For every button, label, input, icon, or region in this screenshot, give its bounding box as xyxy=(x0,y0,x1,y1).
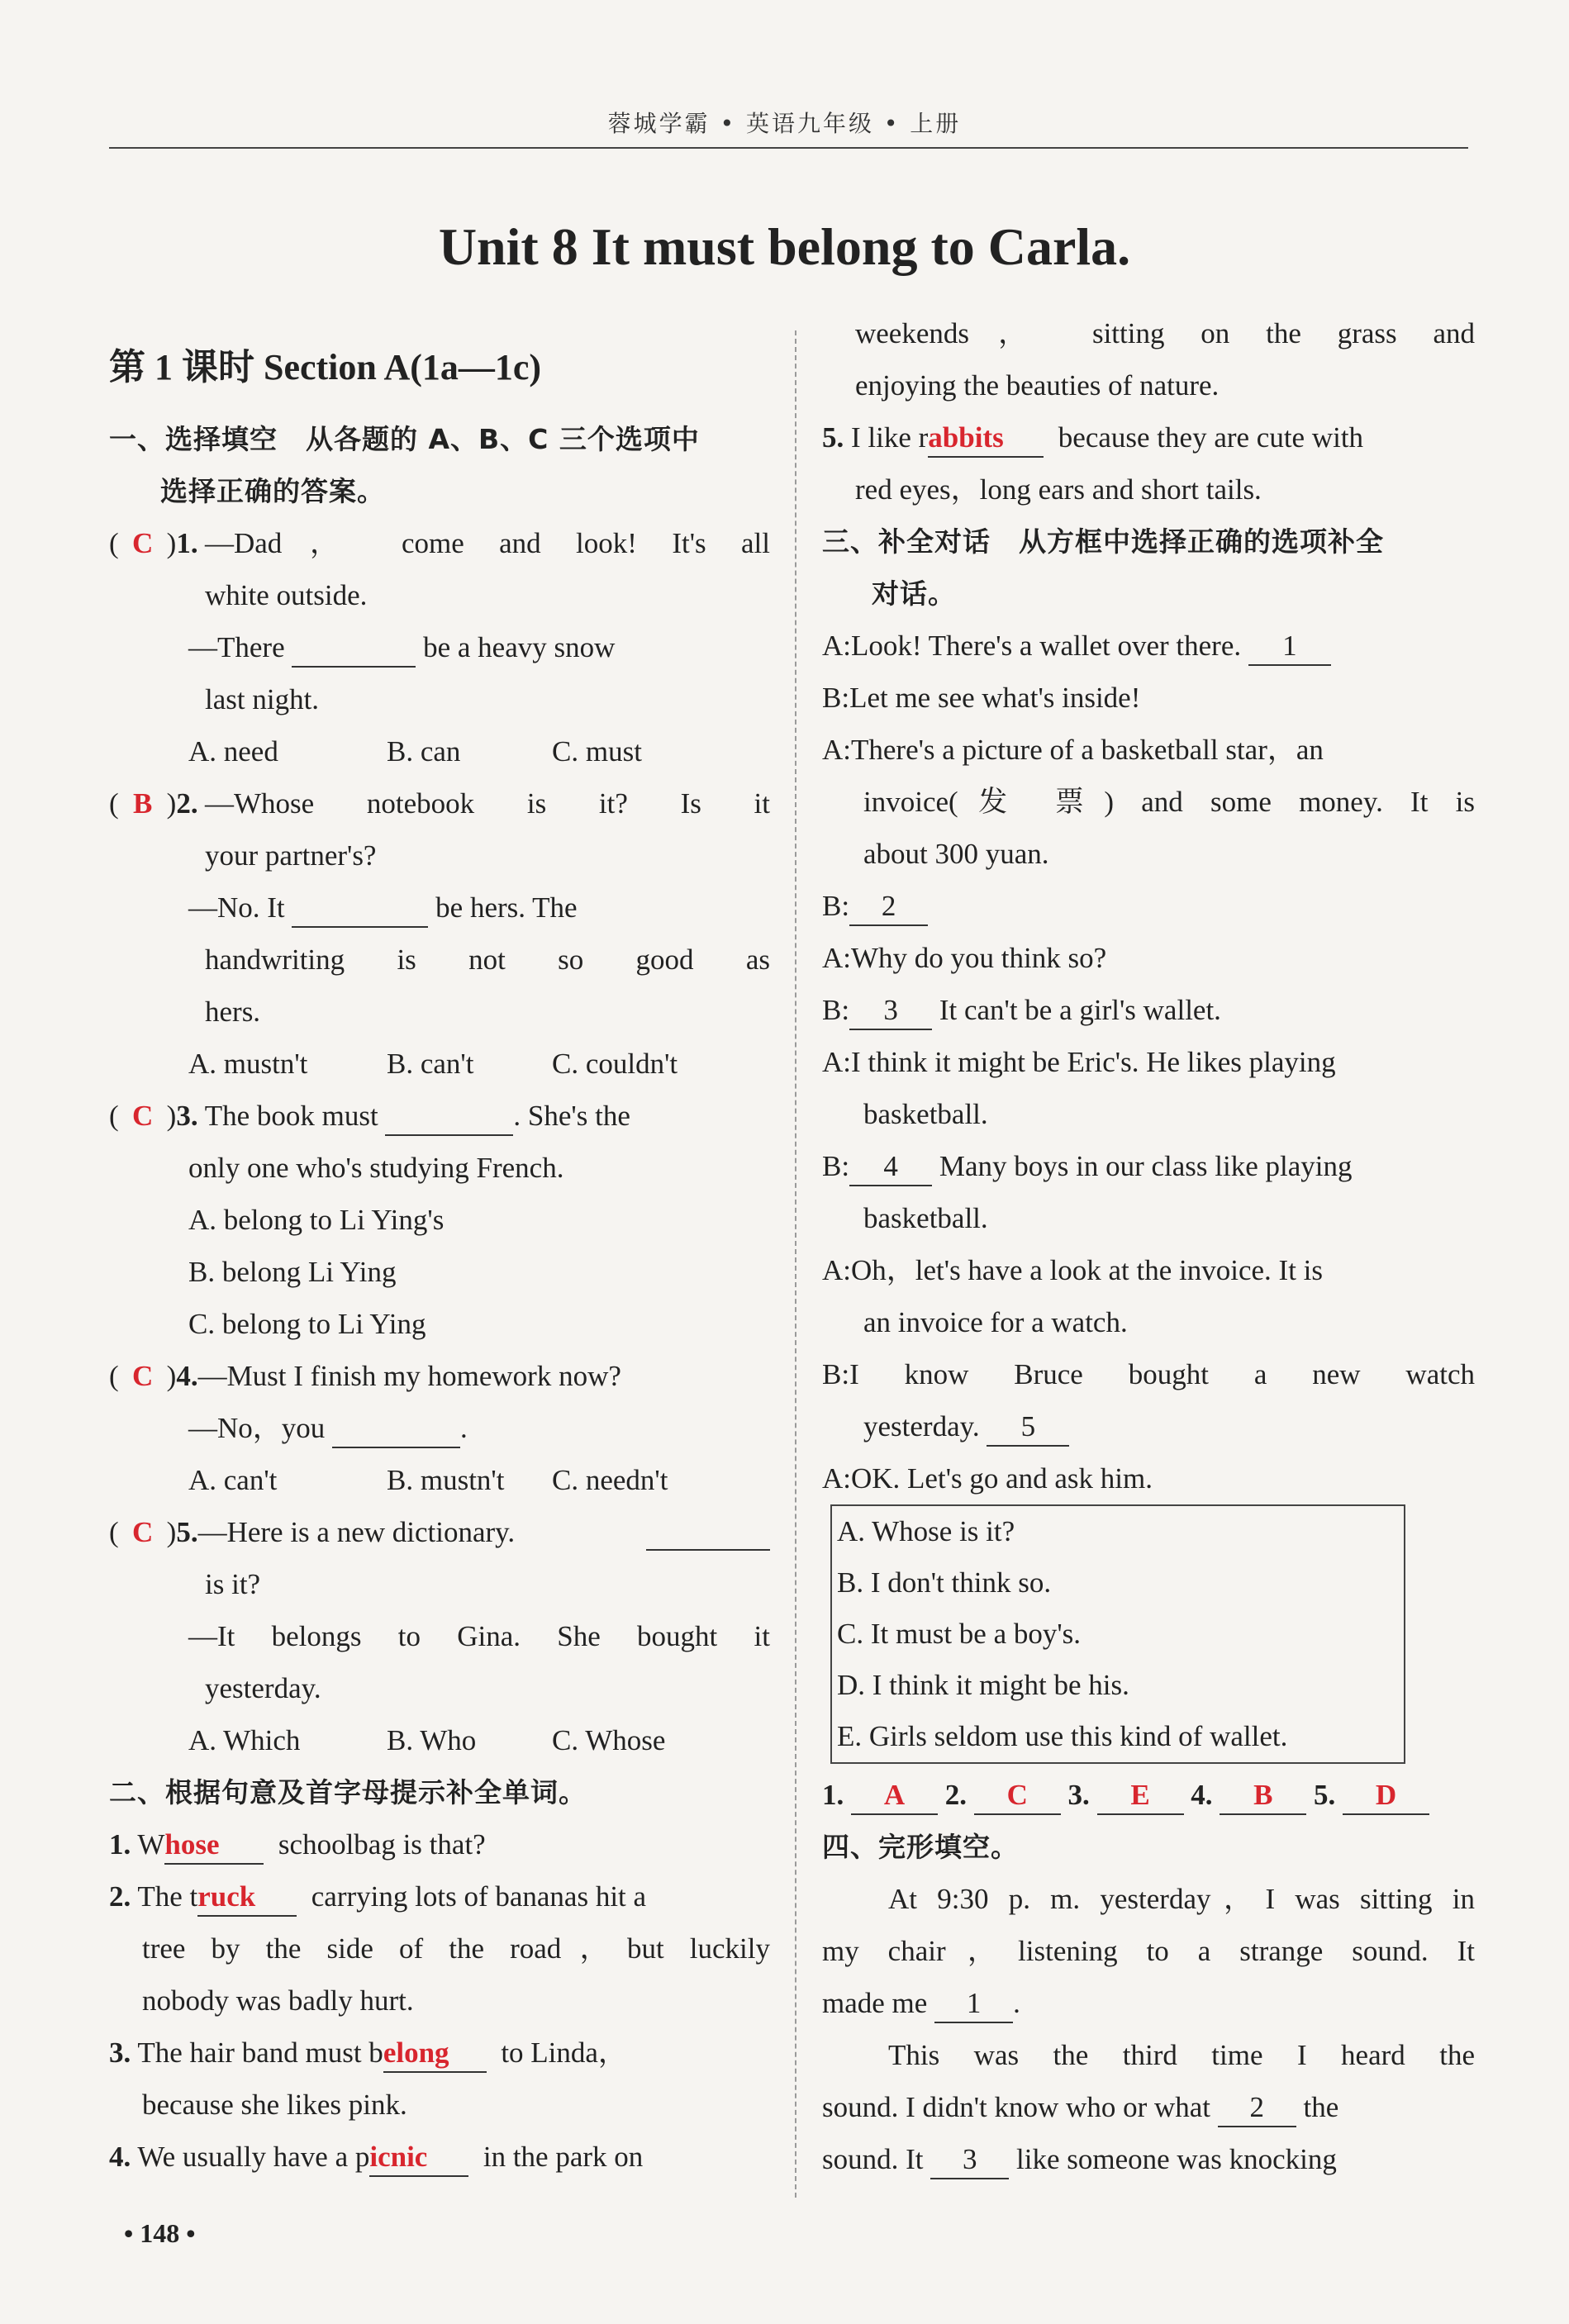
part2-heading: 二、根据句意及首字母提示补全单词。 xyxy=(109,1776,587,1808)
dialog-line-10: B:I know Bruce bought a new watch xyxy=(822,1358,1475,1390)
ans4-value: B xyxy=(1220,1777,1306,1815)
right-column xyxy=(822,307,1475,2185)
dialog-8-text: Many boys in our class like playing xyxy=(939,1150,1353,1182)
item5-number: 5. xyxy=(822,421,844,454)
column-divider xyxy=(795,330,796,2198)
part4-heading: 四、完形填空。 xyxy=(822,1831,1019,1863)
q4-option-c: C. needn't xyxy=(552,1464,668,1496)
item2-text-2: tree by the side of the road，but luckily xyxy=(142,1932,770,1965)
q2-reply-3: hers. xyxy=(205,996,261,1028)
item4-number: 4. xyxy=(109,2141,131,2173)
ans4-number: 4. xyxy=(1191,1779,1213,1811)
q2-text-2: your partner's? xyxy=(205,839,377,872)
cloze-5-text: sound. I didn't know who or what xyxy=(822,2091,1211,2123)
dialog-8-speaker: B: xyxy=(822,1150,850,1182)
left-column xyxy=(109,330,770,2183)
box-option-b: B. I don't think so. xyxy=(837,1566,1052,1599)
ans3-value: E xyxy=(1097,1777,1184,1815)
cloze-3-end: . xyxy=(1013,1987,1020,2019)
part3-answer-row xyxy=(822,1769,1475,1821)
part2-item-3 xyxy=(109,2027,770,2079)
ans3-number: 3. xyxy=(1067,1779,1090,1811)
dialog-line-11: A:OK. Let's go and ask him. xyxy=(822,1462,1153,1495)
unit-title: Unit 8 It must belong to Carla. xyxy=(438,217,1131,276)
q5-reply: —It belongs to Gina. She bought it xyxy=(188,1620,770,1652)
box-option-a: A. Whose is it? xyxy=(837,1515,1015,1547)
question-2: ( B )2. —Whose notebook is it? Is it xyxy=(109,777,770,829)
item3-number: 3. xyxy=(109,2036,131,2069)
item4-answer: icnic xyxy=(369,2139,468,2177)
dialog-blank-2: 2 xyxy=(849,888,928,926)
q5-option-a: A. Which xyxy=(188,1724,301,1756)
item1-answer: hose xyxy=(164,1827,264,1865)
q3-option-a: A. belong to Li Ying's xyxy=(188,1204,445,1236)
dialog-line-3c: about 300 yuan. xyxy=(863,838,1049,870)
q3-number: 3. xyxy=(176,1100,198,1132)
dialog-line-3b: invoice(发 票) and some money. It is xyxy=(863,786,1475,818)
q1-option-a: A. need xyxy=(188,735,278,768)
cloze-line-6 xyxy=(822,2133,1475,2185)
q1-reply-2: last night. xyxy=(205,683,320,715)
answer-q3: C xyxy=(132,1100,154,1132)
cloze-3-text: made me xyxy=(822,1987,928,2019)
dialog-10-text: yesterday. xyxy=(863,1410,980,1442)
q5-options xyxy=(109,1714,770,1766)
options-box xyxy=(830,1504,1405,1764)
q1-text-2: white outside. xyxy=(205,579,368,611)
item5-rest: because they are cute with xyxy=(1058,421,1364,454)
question-3: ( C )3. The book must . She's the xyxy=(109,1090,770,1142)
dialog-line-3: A:There's a picture of a basketball star，an xyxy=(822,734,1324,766)
dialog-line-2: B:Let me see what's inside! xyxy=(822,682,1141,714)
lesson-title: 第 1 课时 Section A(1a—1c) xyxy=(109,347,542,387)
dialog-line-7: A:I think it might be Eric's. He likes playing xyxy=(822,1046,1336,1078)
box-option-c: C. It must be a boy's. xyxy=(837,1618,1082,1650)
item3-text: The hair band must b xyxy=(137,2036,383,2069)
item3-rest: to Linda， xyxy=(501,2036,627,2069)
q2-reply-a: —No. It xyxy=(188,891,285,924)
q4-number: 4. xyxy=(176,1360,198,1392)
item1-rest: schoolbag is that? xyxy=(278,1828,486,1861)
answer-q1: C xyxy=(132,527,154,559)
q1-number: 1. xyxy=(176,527,198,559)
q2-number: 2. xyxy=(176,787,198,820)
page-number: • 148 • xyxy=(124,2218,196,2248)
dialog-line-4 xyxy=(822,880,1475,932)
part2-item-4 xyxy=(109,2131,770,2183)
part1-heading: 一、选择填空 从各题的 A、B、C 三个选项中 xyxy=(109,423,700,455)
dialog-line-5: A:Why do you think so? xyxy=(822,942,1107,974)
q2-reply-2: handwriting is not so good as xyxy=(205,943,770,976)
q1-reply-a: —There xyxy=(188,631,285,663)
ans5-value: D xyxy=(1343,1777,1429,1815)
cloze-blank-2: 2 xyxy=(1218,2089,1296,2127)
item4-rest: in the park on xyxy=(483,2141,644,2173)
question-4: ( C )4.—Must I finish my homework now? xyxy=(109,1350,770,1402)
q2-reply-b: be hers. The xyxy=(435,891,578,924)
q5-text-2: is it? xyxy=(205,1568,261,1600)
ans1-value: A xyxy=(851,1777,938,1815)
q1-text: —Dad， come and look! It's all xyxy=(205,527,770,559)
q2-text: —Whose notebook is it? Is it xyxy=(205,787,770,820)
q4-options xyxy=(109,1454,770,1506)
q4-option-b: B. mustn't xyxy=(387,1464,505,1496)
item5-text-2: red eyes，long ears and short tails. xyxy=(855,473,1262,506)
question-1: ( C )1. —Dad， come and look! It's all xyxy=(109,517,770,569)
q5-reply-2: yesterday. xyxy=(205,1672,321,1704)
q1-reply xyxy=(109,621,770,673)
item3-text-2: because she likes pink. xyxy=(142,2089,407,2121)
q4-reply-b: . xyxy=(460,1412,468,1444)
item2-answer: ruck xyxy=(197,1879,297,1917)
q2-blank xyxy=(292,890,428,928)
cloze-line-5 xyxy=(822,2081,1475,2133)
dialog-6-speaker: B: xyxy=(822,994,850,1026)
ans2-number: 2. xyxy=(944,1779,967,1811)
answer-q5: C xyxy=(132,1516,154,1548)
box-option-d: D. I think it might be his. xyxy=(837,1669,1129,1701)
q1-option-b: B. can xyxy=(387,735,461,768)
q5-option-c: C. Whose xyxy=(552,1724,666,1756)
item5-answer: abbits xyxy=(928,420,1044,458)
dialog-line-6 xyxy=(822,984,1475,1036)
cloze-line-4: This was the third time I heard the xyxy=(888,2039,1475,2071)
dialog-blank-5: 5 xyxy=(987,1409,1069,1447)
dialog-blank-1: 1 xyxy=(1248,628,1331,666)
cloze-line-2: my chair，listening to a strange sound. It xyxy=(822,1935,1475,1967)
q3-blank xyxy=(385,1098,513,1136)
dialog-6-text: It can't be a girl's wallet. xyxy=(939,994,1221,1026)
ans5-number: 5. xyxy=(1314,1779,1336,1811)
item4-text-2: weekends， sitting on the grass and xyxy=(855,317,1475,349)
cloze-5-end: the xyxy=(1303,2091,1339,2123)
dialog-blank-4: 4 xyxy=(849,1148,932,1186)
dialog-line-9: A:Oh，let's have a look at the invoice. It is xyxy=(822,1254,1324,1286)
q3-text-b: . She's the xyxy=(513,1100,630,1132)
question-5: ( C )5.—Here is a new dictionary. xyxy=(109,1506,770,1558)
dialog-line-10b xyxy=(822,1400,1475,1452)
q5-blank xyxy=(646,1513,770,1551)
cloze-line-1: At 9:30 p. m. yesterday，I was sitting in xyxy=(888,1883,1475,1915)
cloze-line-3 xyxy=(822,1977,1475,2029)
q1-blank xyxy=(292,630,416,668)
q3-text-2: only one who's studying French. xyxy=(188,1152,564,1184)
q2-option-a: A. mustn't xyxy=(188,1048,308,1080)
part2-item-5 xyxy=(822,411,1475,463)
q2-option-c: C. couldn't xyxy=(552,1048,678,1080)
q1-options xyxy=(109,725,770,777)
dialog-1-text: A:Look! There's a wallet over there. xyxy=(822,630,1242,662)
item2-number: 2. xyxy=(109,1880,131,1913)
q4-reply xyxy=(109,1402,770,1454)
q1-reply-b: be a heavy snow xyxy=(423,631,616,663)
q4-text: —Must I finish my homework now? xyxy=(197,1360,621,1392)
running-header: 蓉城学霸 • 英语九年级 • 上册 xyxy=(607,110,962,137)
item1-number: 1. xyxy=(109,1828,131,1861)
item2-text-3: nobody was badly hurt. xyxy=(142,1984,414,2017)
part3-heading-cont: 对话。 xyxy=(872,577,956,610)
dialog-line-7b: basketball. xyxy=(863,1098,988,1130)
q2-reply xyxy=(109,882,770,934)
part2-item-1 xyxy=(109,1818,770,1870)
cloze-6-end: like someone was knocking xyxy=(1016,2143,1337,2175)
header-rule xyxy=(109,147,1468,149)
part1-heading-cont: 选择正确的答案。 xyxy=(160,475,385,507)
dialog-blank-3: 3 xyxy=(849,992,932,1030)
item1-prefix: W xyxy=(137,1828,165,1861)
part3-heading: 三、补全对话 从方框中选择正确的选项补全 xyxy=(822,525,1384,558)
answer-q2: B xyxy=(132,787,153,820)
q4-blank xyxy=(332,1410,460,1448)
dialog-line-1 xyxy=(822,620,1475,672)
item4-text: We usually have a p xyxy=(137,2141,370,2173)
dialog-line-8b: basketball. xyxy=(863,1202,988,1234)
cloze-6-text: sound. It xyxy=(822,2143,924,2175)
ans1-number: 1. xyxy=(822,1779,844,1811)
item3-answer: elong xyxy=(383,2035,487,2073)
cloze-blank-3: 3 xyxy=(930,2141,1009,2179)
dialog-line-8 xyxy=(822,1140,1475,1192)
box-option-e: E. Girls seldom use this kind of wallet. xyxy=(837,1720,1288,1752)
q3-option-b: B. belong Li Ying xyxy=(188,1256,397,1288)
item2-text: The t xyxy=(137,1880,198,1913)
q4-option-a: A. can't xyxy=(188,1464,278,1496)
item5-text: I like r xyxy=(851,421,929,454)
ans2-value: C xyxy=(974,1777,1061,1815)
q4-reply-a: —No，you xyxy=(188,1412,326,1444)
q3-option-c: C. belong to Li Ying xyxy=(188,1308,426,1340)
answer-q4: C xyxy=(132,1360,154,1392)
q2-options xyxy=(109,1038,770,1090)
dialog-4-speaker: B: xyxy=(822,890,850,922)
q2-option-b: B. can't xyxy=(387,1048,474,1080)
dialog-line-9b: an invoice for a watch. xyxy=(863,1306,1128,1338)
cloze-blank-1: 1 xyxy=(934,1985,1013,2023)
q5-option-b: B. Who xyxy=(387,1724,477,1756)
part2-item-2 xyxy=(109,1870,770,1922)
q5-number: 5. xyxy=(176,1516,198,1548)
item4-text-3: enjoying the beauties of nature. xyxy=(855,369,1220,402)
q3-text-a: The book must xyxy=(204,1100,378,1132)
q1-option-c: C. must xyxy=(552,735,642,768)
item2-rest: carrying lots of bananas hit a xyxy=(311,1880,647,1913)
q5-text: —Here is a new dictionary. xyxy=(197,1516,516,1548)
